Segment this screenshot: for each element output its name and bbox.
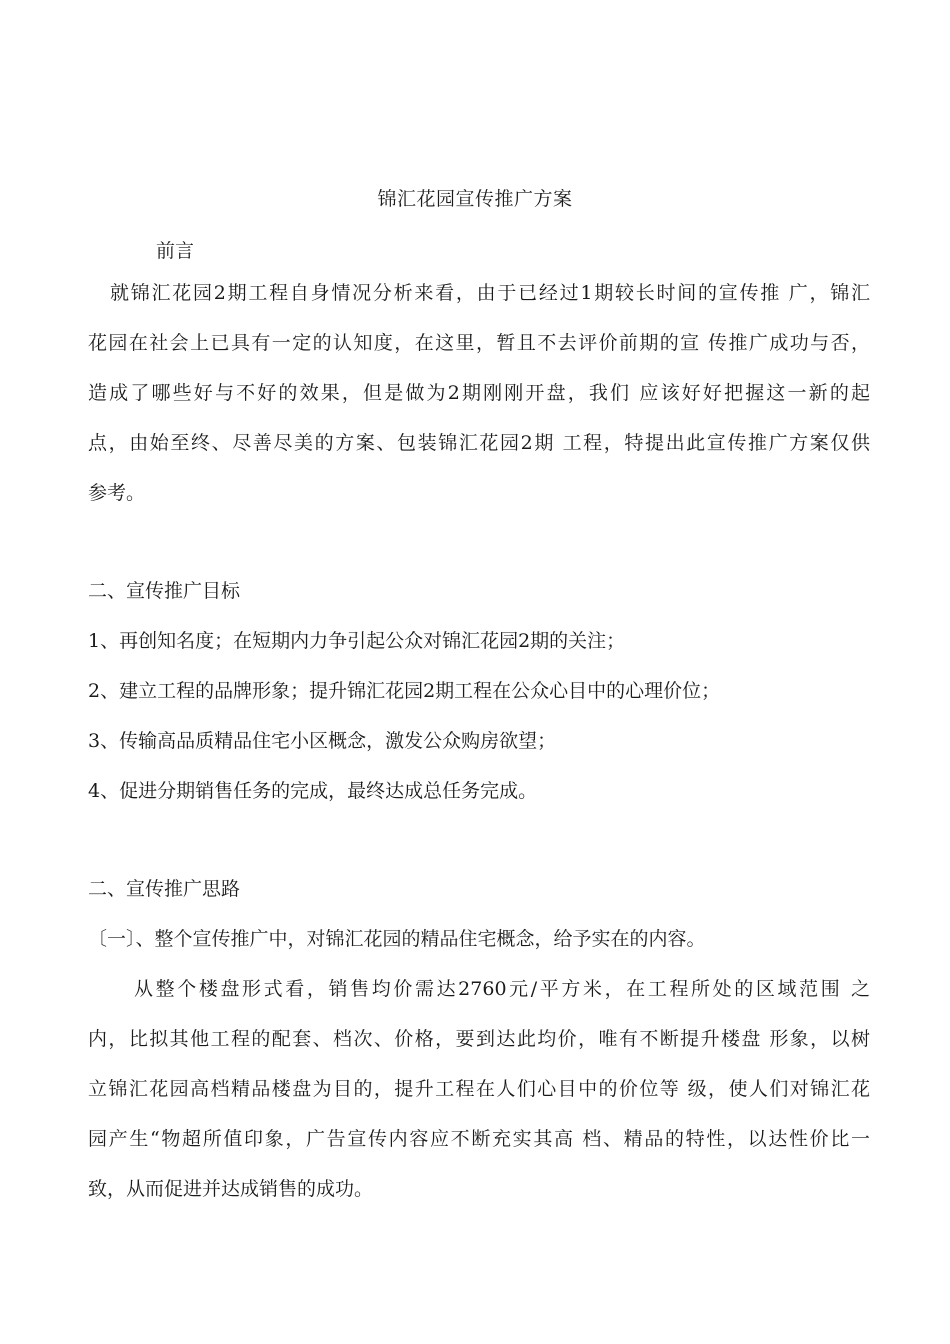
preface-line: 点，由始至终、尽善尽美的方案、包装锦汇花园2期 工程，特提出此宣传推广方案仅供 (88, 432, 870, 454)
preface-line: 就锦汇花园2期工程自身情况分析来看，由于已经过1期较长时间的宣传推 广，锦汇 (110, 282, 870, 304)
goals-heading: 二、宣传推广目标 (88, 580, 241, 602)
preface-heading: 前言 (156, 240, 195, 262)
goal-item: 4、促进分期销售任务的完成，最终达成总任务完成。 (88, 780, 538, 802)
preface-line: 花园在社会上已具有一定的认知度，在这里，暂且不去评价前期的宣 传推广成功与否， (88, 332, 870, 354)
idea-body-line: 园产生“物超所值印象，广告宣传内容应不断充实其高 档、精品的特性，以达性价比一 (88, 1128, 870, 1150)
idea-body-line: 从整个楼盘形式看，销售均价需达2760元/平方米，在工程所处的区域范围 之 (134, 978, 870, 1000)
goal-item: 3、传输高品质精品住宅小区概念，激发公众购房欲望； (88, 730, 557, 752)
idea-item: 〔一〕、整个宣传推广中，对锦汇花园的精品住宅概念，给予实在的内容。 (88, 928, 706, 950)
goal-item: 1、再创知名度；在短期内力争引起公众对锦汇花园2期的关注； (88, 630, 626, 652)
idea-body-line: 立锦汇花园高档精品楼盘为目的，提升工程在人们心目中的价位等 级，使人们对锦汇花 (88, 1078, 870, 1100)
document-title: 锦汇花园宣传推广方案 (377, 188, 573, 210)
idea-body-line: 内，比拟其他工程的配套、档次、价格，要到达此均价，唯有不断提升楼盘 形象，以树 (88, 1028, 870, 1050)
ideas-heading: 二、宣传推广思路 (88, 878, 241, 900)
preface-line: 参考。 (88, 482, 146, 504)
goal-item: 2、建立工程的品牌形象；提升锦汇花园2期工程在公众心目中的心理价位； (88, 680, 721, 702)
preface-line: 造成了哪些好与不好的效果，但是做为2期刚刚开盘，我们 应该好好把握这一新的起 (88, 382, 870, 404)
idea-body-line: 致，从而促进并达成销售的成功。 (88, 1178, 374, 1200)
